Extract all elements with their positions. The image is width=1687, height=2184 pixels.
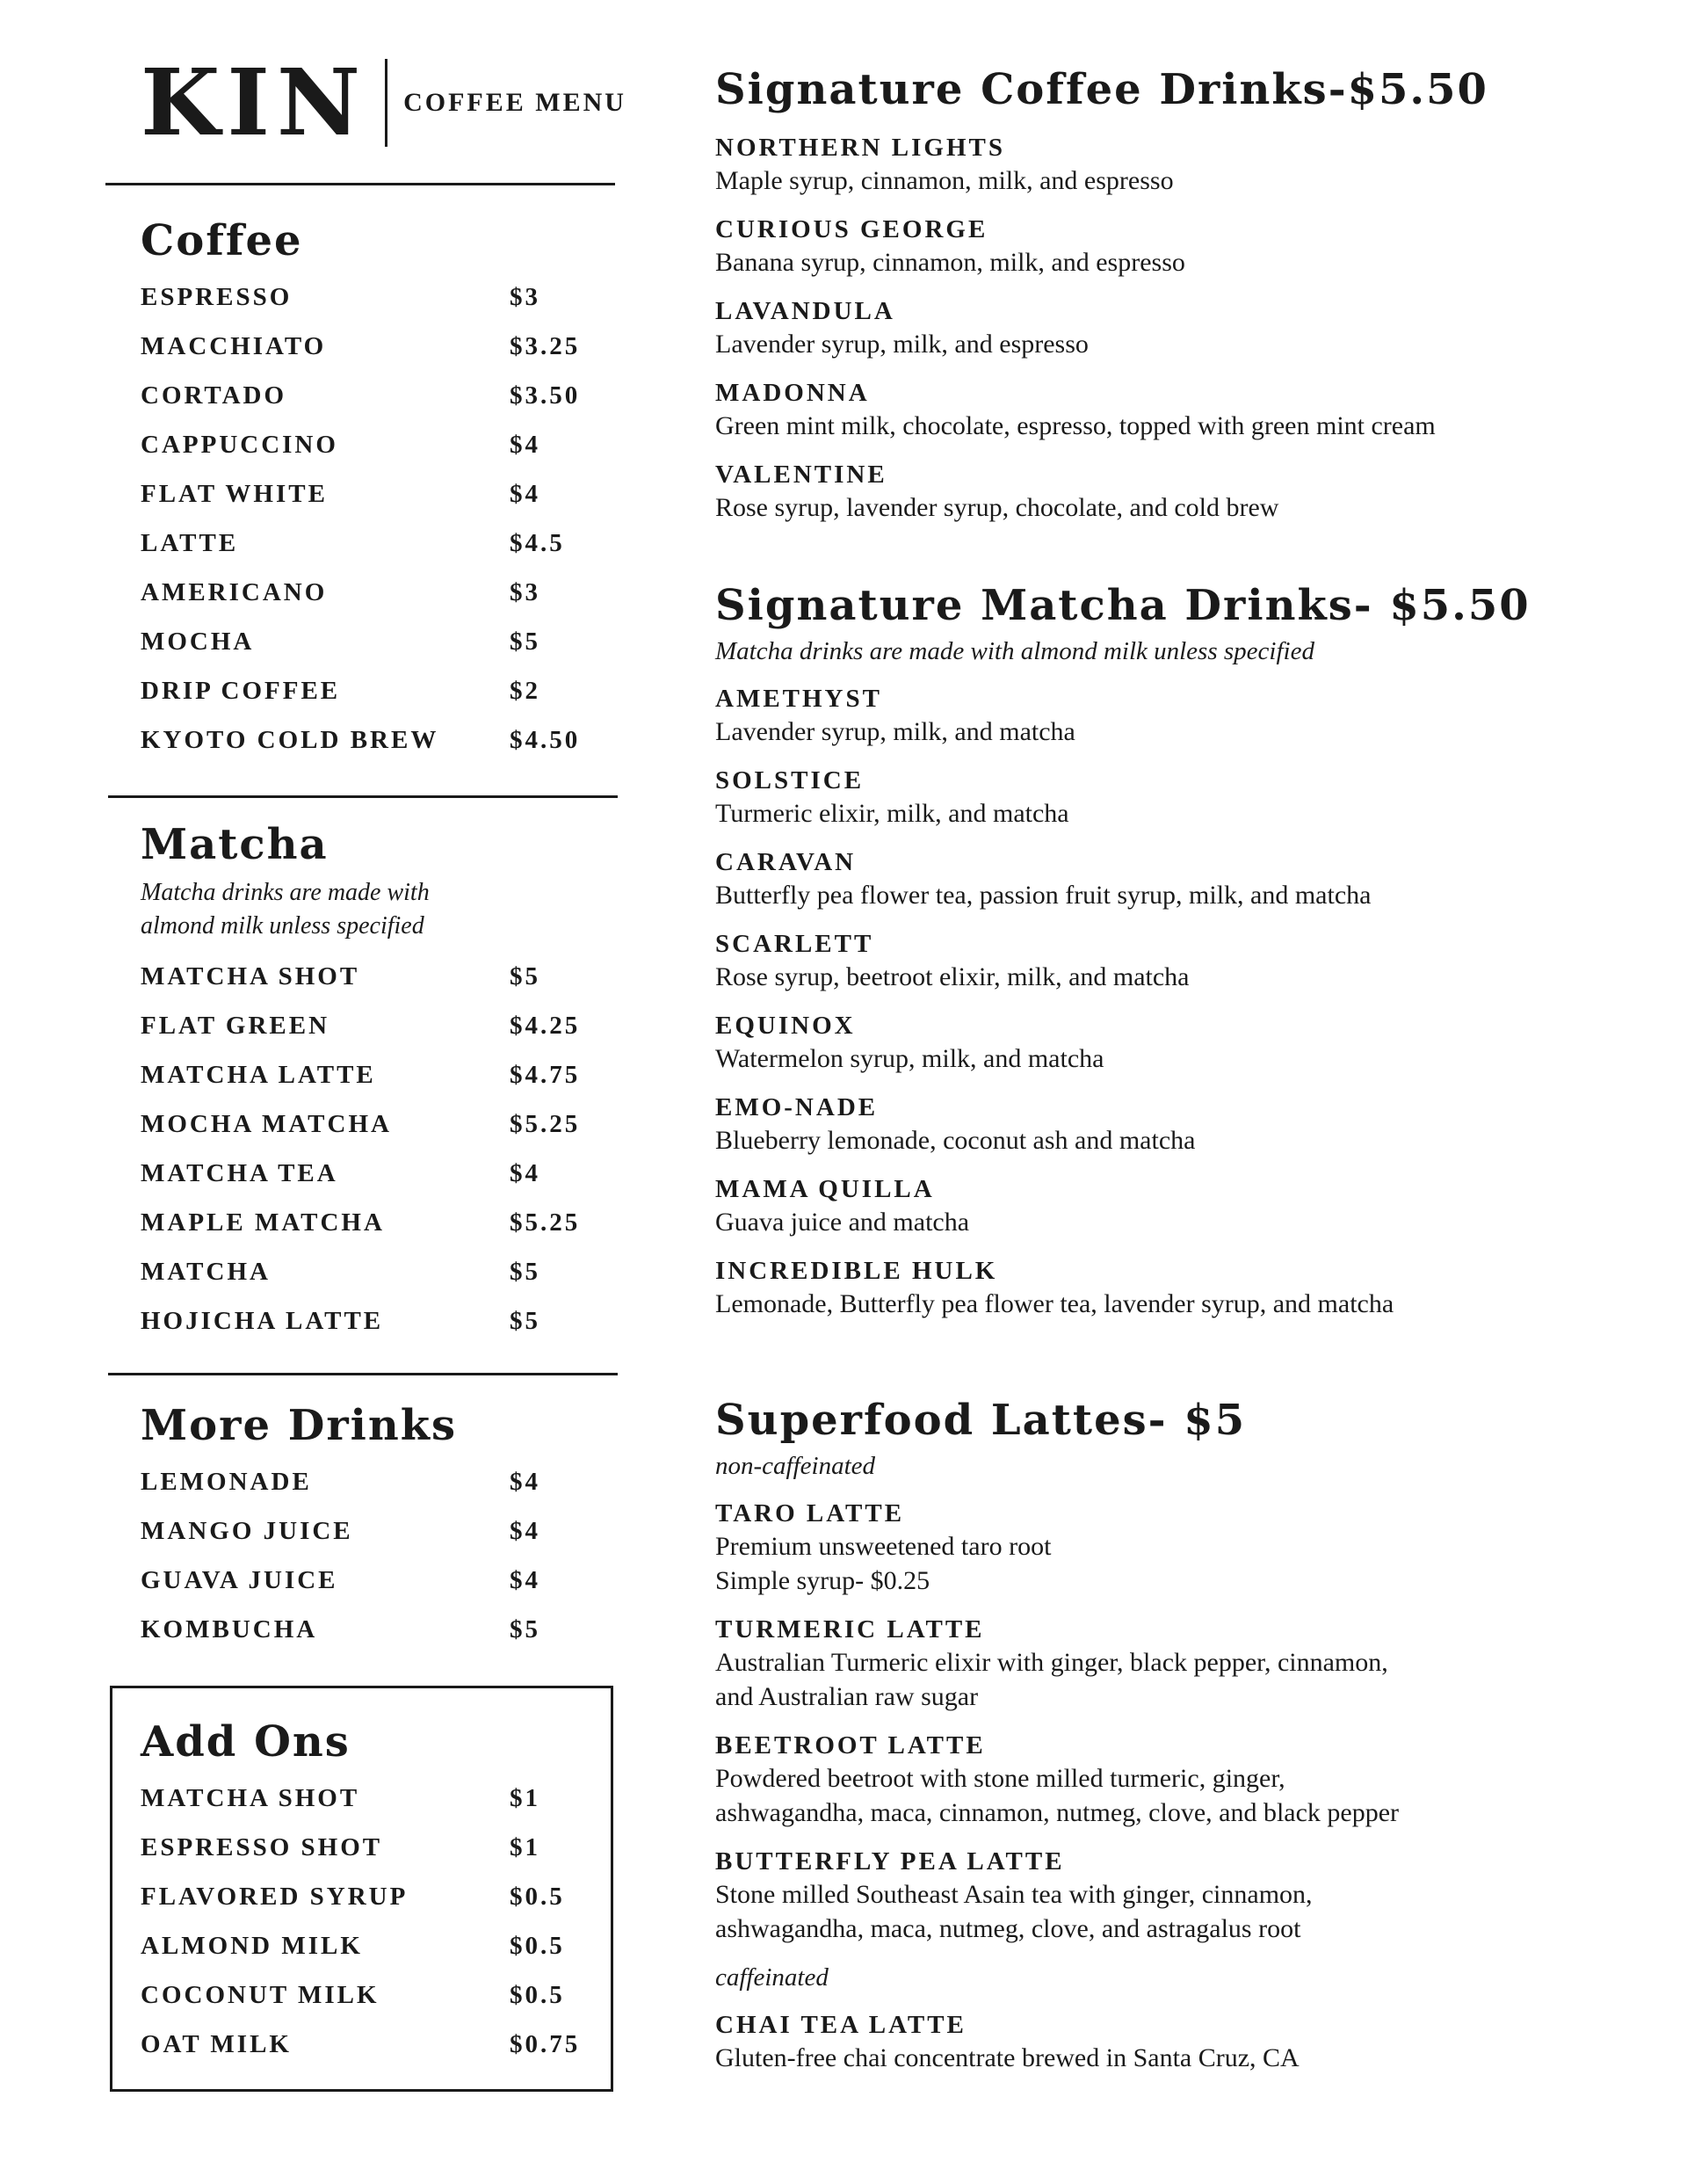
item-name: FLAT GREEN [141,1011,330,1040]
item-name: ESPRESSO [141,282,293,311]
item-price: $4 [510,1516,540,1545]
item-price: $3.25 [510,331,581,360]
note-line: almond milk unless specified [141,912,424,940]
item-name: MANGO JUICE [141,1516,353,1545]
item-desc: Rose syrup, lavender syrup, chocolate, and cold brew [715,493,1279,522]
item-desc: Premium unsweetened taro root [715,1532,1052,1561]
item-name: ALMOND MILK [141,1931,363,1960]
item-desc: Stone milled Southeast Asain tea with ginger, cinnamon, [715,1880,1313,1909]
menu-item [141,469,615,519]
item-name: GUAVA JUICE [141,1565,338,1594]
menu-item [715,1730,1594,1830]
menu-item [715,928,1594,994]
menu-item [141,1001,615,1050]
menu-item [715,1614,1594,1714]
item-desc: ashwagandha, maca, cinnamon, nutmeg, clove, and black pepper [715,1798,1400,1827]
menu-item [715,132,1594,198]
menu-item [141,1556,615,1605]
item-name: MOCHA MATCHA [141,1109,392,1138]
menu-item [141,1921,615,1970]
item-name: BEETROOT LATTE [715,1731,986,1760]
menu-item [715,459,1594,525]
item-name: FLAT WHITE [141,479,328,508]
menu-item [141,1296,615,1346]
item-name: CURIOUS GEORGE [715,215,988,243]
item-price: $0.75 [510,2029,581,2058]
item-price: $5 [510,961,540,990]
item-name: MATCHA SHOT [141,961,360,990]
item-name: MAPLE MATCHA [141,1208,385,1237]
signature-coffee-section [715,65,1594,525]
menu-item [715,1010,1594,1076]
divider-top [105,183,615,185]
menu-item [141,715,615,765]
item-desc: Lavender syrup, milk, and matcha [715,717,1075,746]
section-title: Signature Coffee Drinks-$5.50 [715,65,1488,114]
matcha-list [141,952,615,1346]
menu-item [141,1970,615,2020]
item-desc: Australian Turmeric elixir with ginger, black pepper, cinnamon, [715,1648,1388,1677]
menu-item [141,666,615,715]
item-desc: Simple syrup- $0.25 [715,1566,930,1595]
coffee-section [141,216,615,765]
menu-item [141,1050,615,1099]
item-price: $0.5 [510,1931,565,1960]
item-name: BUTTERFLY PEA LATTE [715,1847,1065,1876]
brand-header [141,48,626,156]
menu-item [715,683,1594,749]
superfood-section [715,1396,1594,2075]
item-name: CAPPUCCINO [141,430,338,459]
matcha-section [141,820,615,1346]
item-price: $3.50 [510,381,581,410]
item-name: SCARLETT [715,930,874,958]
note-line: Matcha drinks are made with [141,879,430,906]
item-name: KYOTO COLD BREW [141,725,439,754]
menu-item [715,2009,1594,2075]
menu-item [141,519,615,568]
menu-item [141,1506,615,1556]
item-desc: ashwagandha, maca, nutmeg, clove, and astragalus root [715,1914,1301,1943]
menu-item [141,1149,615,1198]
section-title: More Drinks [141,1401,458,1450]
section-title: Superfood Lattes- $5 [715,1396,1247,1445]
item-name: CARAVAN [715,848,857,876]
item-name: NORTHERN LIGHTS [715,134,1006,162]
menu-item [715,1498,1594,1598]
item-name: ESPRESSO SHOT [141,1832,383,1861]
more-drinks-section [141,1401,615,1654]
menu-item [141,1099,615,1149]
item-desc: Rose syrup, beetroot elixir, milk, and matcha [715,962,1190,991]
menu-item [141,952,615,1001]
item-name: MACCHIATO [141,331,327,360]
item-desc: Butterfly pea flower tea, passion fruit syrup, milk, and matcha [715,881,1372,910]
item-name: SOLSTICE [715,766,865,795]
item-price: $4 [510,1467,540,1496]
item-name: COCONUT MILK [141,1980,380,2009]
brand-subtitle: COFFEE MENU [403,88,626,117]
item-name: AMETHYST [715,685,882,713]
coffee-list [141,272,615,765]
addons-section [141,1717,615,2069]
section-title: Add Ons [141,1717,351,1767]
menu-item [715,1173,1594,1239]
matcha-note [141,876,615,943]
item-name: LATTE [141,528,239,557]
menu-item [141,617,615,666]
item-price: $0.5 [510,1980,565,2009]
item-desc: Gluten-free chai concentrate brewed in Santa Cruz, CA [715,2043,1300,2072]
section-title: Coffee [141,216,303,265]
menu-item [715,214,1594,279]
item-price: $4.50 [510,725,581,754]
menu-item [141,420,615,469]
item-name: MATCHA SHOT [141,1783,360,1812]
item-name: INCREDIBLE HULK [715,1257,998,1285]
item-name: CORTADO [141,381,287,410]
item-name: OAT MILK [141,2029,292,2058]
item-name: TARO LATTE [715,1499,905,1527]
menu-item [715,1092,1594,1157]
item-price: $4 [510,1158,540,1187]
menu-item [141,272,615,322]
item-price: $4.75 [510,1060,581,1089]
item-name: KOMBUCHA [141,1614,318,1643]
item-price: $3 [510,577,540,606]
menu-item [141,371,615,420]
item-price: $4.25 [510,1011,581,1040]
item-name: TURMERIC LATTE [715,1615,985,1643]
item-price: $4 [510,430,540,459]
menu-item [141,1605,615,1654]
item-price: $0.5 [510,1882,565,1911]
item-price: $4 [510,479,540,508]
item-price: $5.25 [510,1109,581,1138]
menu-item [141,1872,615,1921]
item-price: $4.5 [510,528,565,557]
item-price: $4 [510,1565,540,1594]
item-desc: Lemonade, Butterfly pea flower tea, lavender syrup, and matcha [715,1289,1394,1318]
item-name: DRIP COFFEE [141,676,341,705]
item-price: $1 [510,1783,540,1812]
item-name: VALENTINE [715,461,887,489]
menu-item [141,1457,615,1506]
section-note: Matcha drinks are made with almond milk unless specified [715,637,1314,665]
item-desc: Guava juice and matcha [715,1208,970,1237]
item-name: MOCHA [141,627,255,656]
item-name: FLAVORED SYRUP [141,1882,409,1911]
menu-item [141,1198,615,1247]
item-desc: and Australian raw sugar [715,1682,979,1711]
menu-item [141,568,615,617]
item-price: $1 [510,1832,540,1861]
item-desc: Powdered beetroot with stone milled turmeric, ginger, [715,1764,1285,1793]
section-title: Signature Matcha Drinks- $5.50 [715,581,1531,630]
menu-item [715,846,1594,912]
item-name: HOJICHA LATTE [141,1306,384,1335]
item-desc: Watermelon syrup, milk, and matcha [715,1044,1104,1073]
item-name: LAVANDULA [715,297,895,325]
more-drinks-list [141,1457,615,1654]
item-price: $2 [510,676,540,705]
item-desc: Lavender syrup, milk, and espresso [715,330,1089,359]
divider-coffee [108,795,618,798]
item-name: MATCHA TEA [141,1158,338,1187]
item-name: MAMA QUILLA [715,1175,935,1203]
menu-item [715,765,1594,831]
signature-matcha-section [715,581,1594,1321]
item-name: EQUINOX [715,1012,856,1040]
item-desc: Blueberry lemonade, coconut ash and matcha [715,1126,1196,1155]
item-name: LEMONADE [141,1467,312,1496]
item-price: $5.25 [510,1208,581,1237]
item-desc: Maple syrup, cinnamon, milk, and espresso [715,166,1174,195]
item-name: MATCHA [141,1257,271,1286]
item-price: $5 [510,1614,540,1643]
item-price: $5 [510,1257,540,1286]
item-price: $5 [510,627,540,656]
section-note: non-caffeinated [715,1452,876,1480]
item-desc: Green mint milk, chocolate, espresso, topped with green mint cream [715,411,1436,440]
item-name: AMERICANO [141,577,328,606]
caffeinated-note: caffeinated [715,1963,829,1992]
brand-logo: KIN [141,48,368,156]
section-title: Matcha [141,820,329,869]
item-desc: Turmeric elixir, milk, and matcha [715,799,1069,828]
menu-item [141,1774,615,1823]
menu-item [715,377,1594,443]
menu-item [715,1255,1594,1321]
item-price: $5 [510,1306,540,1335]
item-name: EMO-NADE [715,1093,879,1121]
brand-divider [385,59,387,147]
menu-item [715,295,1594,361]
menu-item [715,1846,1594,1946]
item-desc: Banana syrup, cinnamon, milk, and espresso [715,248,1185,277]
item-price: $3 [510,282,540,311]
divider-matcha [108,1373,618,1375]
menu-item [141,322,615,371]
menu-item [141,1823,615,1872]
item-name: MADONNA [715,379,870,407]
item-name: CHAI TEA LATTE [715,2011,967,2039]
menu-item [141,2020,615,2069]
menu-item [141,1247,615,1296]
item-name: MATCHA LATTE [141,1060,376,1089]
addons-list [141,1774,615,2069]
